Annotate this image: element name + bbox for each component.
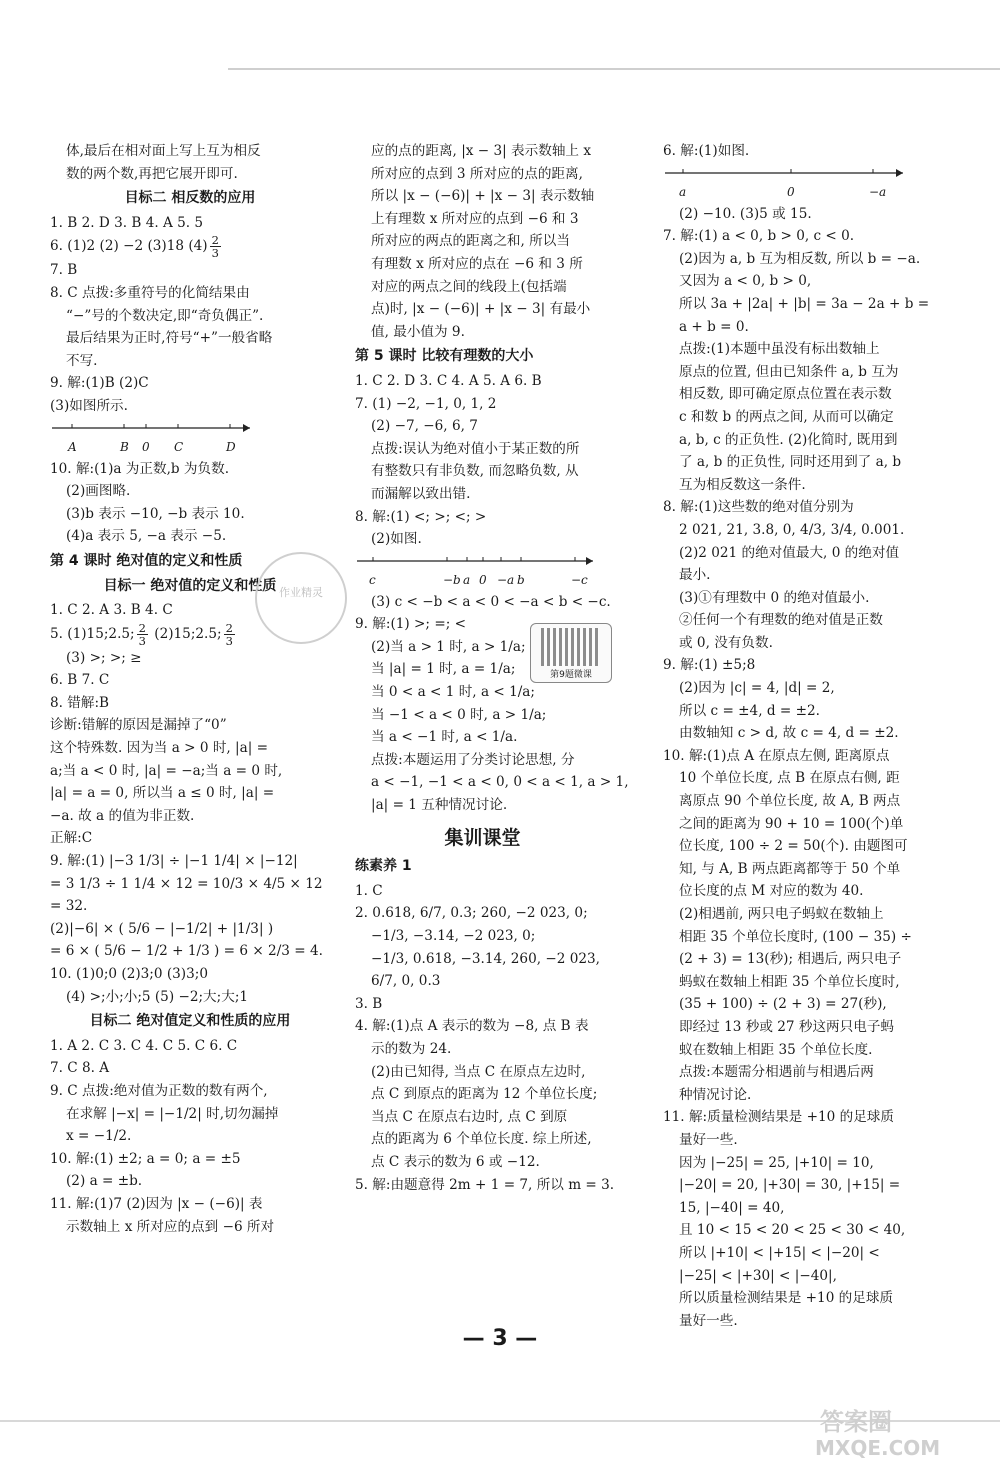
answer-line: 8. 错解:B: [50, 694, 110, 711]
answer-line: (2)当 a > 1 时, a > 1/a;: [371, 638, 526, 655]
axis-arrow: [243, 424, 250, 432]
answer-line: (2)因为 |c| = 4, |d| = 2,: [679, 680, 835, 697]
answer-line: 或 0, 没有负数.: [679, 634, 773, 651]
qr-code-pattern: [541, 628, 599, 666]
answer-line: 诊断:错解的原因是漏掉了“0”: [50, 717, 227, 734]
answer-line: 量好一些.: [679, 1131, 738, 1148]
answer-line: 又因为 a < 0, b > 0,: [679, 273, 812, 290]
answer-line: 4. 解:(1)点 A 表示的数为 −8, 点 B 表: [355, 1018, 589, 1035]
answer-line: a + b = 0.: [679, 318, 749, 335]
answer-line: |−25| < |+30| < |−40|,: [679, 1267, 837, 1284]
answer-line: |a| = 1 五种情况讨论.: [371, 797, 508, 814]
answer-line: (3)①有理数中 0 的绝对值最小.: [679, 589, 870, 606]
answer-line: (3)b 表示 −10, −b 表示 10.: [66, 505, 245, 522]
axis-label: B: [120, 439, 129, 454]
answer-line: 10. 解:(1) ±2; a = 0; a = ±5: [50, 1150, 241, 1167]
answer-line: 所对应的点到 3 所对应的点的距离,: [371, 165, 583, 182]
answer-column-1: [50, 140, 330, 1238]
answer-line: 当点 C 在原点右边时, 点 C 到原: [371, 1108, 568, 1125]
answer-line: 示的数为 24.: [371, 1040, 452, 1057]
answer-line: 正解:C: [50, 830, 93, 847]
answer-line: x = −1/2.: [66, 1128, 132, 1145]
answer-line: 有理数 x 所对应的点在 −6 和 3 所: [371, 255, 583, 272]
answer-line: 点拨:误认为绝对值小于某正数的所: [371, 440, 580, 457]
answer-line: 原点的位置, 但由已知条件 a, b 互为: [679, 363, 899, 380]
answer-line: 体,最后在相对面上写上互为相反: [66, 143, 261, 159]
axis-label: 0: [479, 572, 487, 587]
denominator: 3: [211, 246, 219, 261]
answer-line: 10. 解:(1)a 为正数,b 为负数.: [50, 460, 230, 477]
answer-line: 值, 最小值为 9.: [371, 323, 465, 340]
answer-line: −1/3, −3.14, −2 023, 0;: [371, 928, 536, 944]
section-heading: 目标二 绝对值定义和性质的应用: [89, 1013, 291, 1030]
answer-line: 之间的距离为 90 + 10 = 100(个)单: [679, 815, 904, 832]
answer-line: 6/7, 0, 0.3: [371, 973, 441, 990]
axis-label: −a: [497, 572, 515, 587]
answer-line: (3) c < −b < a < 0 < −a < b < −c.: [371, 593, 611, 610]
numerator: 2: [138, 620, 146, 635]
page-number: — 3 —: [462, 1326, 538, 1351]
axis-label: −c: [571, 572, 588, 587]
answer-line: 9. 解:(1) >; =; <: [355, 616, 467, 633]
axis-label: D: [226, 439, 236, 454]
answer-line: 位长度的点 M 对应的数为 40.: [679, 883, 864, 900]
qr-code[interactable]: [530, 623, 612, 683]
answer-line: 离原点 90 个单位长度, 故 A, B 两点: [679, 793, 901, 810]
answer-line: 当 0 < a < 1 时, a < 1/a;: [371, 684, 535, 701]
answer-line: 10. 解:(1)点 A 在原点左侧, 距离原点: [663, 747, 890, 764]
answer-line: (4) >;小;小;5 (5) −2;大;大;1: [66, 988, 249, 1005]
fraction: [137, 622, 148, 647]
answer-line: 5. 解:由题意得 2m + 1 = 7, 所以 m = 3.: [355, 1176, 615, 1193]
answer-line: (2 + 3) = 13(秒); 相遇后, 两只电子: [679, 951, 902, 968]
answer-line: 最小.: [679, 567, 711, 584]
answer-line: 7. C 8. A: [50, 1060, 110, 1077]
answer-line: (2)由已知得, 当点 C 在原点左边时,: [371, 1063, 586, 1080]
answer-line: 有整数只有非负数, 而忽略负数, 从: [371, 463, 579, 480]
answer-line: 5. (1)15;2.5; $\frac{2}{3}$ (2)15;2.5; $\frac{2}{3}$: [50, 620, 233, 648]
answer-line: 7. 解:(1) a < 0, b > 0, c < 0.: [663, 228, 855, 245]
answer-line: 11. 解:(1)7 (2)因为 |x − (−6)| 表: [50, 1195, 263, 1212]
answer-line: 1. C 2. A 3. B 4. C: [50, 602, 173, 619]
axis-arrow: [896, 169, 903, 177]
section-heading: 第 4 课时 绝对值的定义和性质: [50, 552, 243, 569]
answer-line: (35 + 100) ÷ (2 + 3) = 27(秒),: [679, 996, 887, 1013]
denominator: 3: [225, 633, 233, 648]
answer-line: 10 个单位长度, 点 B 在原点右侧, 距: [679, 770, 900, 787]
answer-line: 位长度, 100 ÷ 2 = 50(个). 由题图可: [679, 838, 908, 855]
answer-line: 因为 |−25| = 25, |+10| = 10,: [679, 1154, 874, 1171]
answer-line: “−”号的个数决定,即“奇负偶正”.: [66, 307, 264, 324]
answer-line: |−20| = 20, |+30| = 30, |+15| =: [679, 1177, 901, 1194]
top-rule: [228, 68, 1000, 70]
answer-line: 在求解 |−x| = |−1/2| 时,切勿漏掉: [66, 1105, 279, 1122]
answer-line: 2 021, 21, 3.8, 0, 4/3, 3/4, 0.001.: [679, 521, 905, 538]
answer-line: 1. C: [355, 882, 383, 899]
answer-line: a, b, c 的正负性. (2)化简时, 既用到: [679, 431, 898, 448]
answer-line: −1/3, 0.618, −3.14, 260, −2 023,: [371, 950, 600, 967]
answer-line: 点拨:(1)本题中虽没有标出数轴上: [679, 341, 880, 358]
answer-line: 最后结果为正时,符号“+”一般省略: [66, 330, 273, 347]
answer-line: 点)时, |x − (−6)| + |x − 3| 有最小: [371, 301, 591, 318]
number-line-axis: [50, 420, 260, 436]
axis-label: 0: [787, 184, 795, 199]
answer-line: ②任何一个有理数的绝对值是正数: [679, 612, 883, 629]
answer-line: 相距 35 个单位长度时, (100 − 35) ÷: [679, 928, 912, 945]
section-heading: 第 5 课时 比较有理数的大小: [355, 348, 534, 365]
answer-line: 9. 解:(1) |−3 1/3| ÷ |−1 1/4| × |−12|: [50, 853, 298, 870]
answer-line: 蚂蚁在数轴上相距 35 个单位长度时,: [679, 973, 900, 990]
answer-line: 8. C 点拨:多重符号的化简结果由: [50, 284, 250, 301]
answer-line: 9. C 点拨:绝对值为正数的数有两个,: [50, 1082, 268, 1099]
answer-line: 所以 c = ±4, d = ±2.: [679, 702, 820, 719]
answer-line: (2)2 021 的绝对值最大, 0 的绝对值: [679, 544, 900, 561]
axis-label: C: [174, 439, 184, 454]
answer-line: 9. 解:(1) ±5;8: [663, 657, 756, 674]
axis-label: c: [369, 572, 376, 587]
answer-line: 上有理数 x 所对应的点到 −6 和 3: [371, 210, 579, 227]
answer-line: 应的点的距离, |x − 3| 表示数轴上 x: [371, 143, 591, 159]
answer-line: (3)如图所示.: [50, 397, 128, 414]
axis-label: −a: [869, 184, 887, 199]
answer-line: = 3 1/3 ÷ 1 1/4 × 12 = 10/3 × 4/5 × 12: [50, 875, 323, 892]
answer-line: 9. 解:(1)B (2)C: [50, 375, 149, 392]
answer-line: 8. 解:(1)这些数的绝对值分别为: [663, 499, 854, 516]
answer-line: (2) −10. (3)5 或 15.: [679, 205, 812, 222]
numerator: 2: [225, 620, 233, 635]
fraction: [210, 234, 221, 259]
answer-line: 点的距离为 6 个单位长度. 综上所述,: [371, 1131, 592, 1148]
watermark-logo: 答案圈: [820, 1408, 892, 1436]
answer-line: (2)相遇前, 两只电子蚂蚁在数轴上: [679, 906, 884, 922]
answer-line: (3) >; >; ≥: [66, 649, 142, 666]
denominator: 3: [138, 633, 146, 648]
answer-line: (2)因为 a, b 互为相反数, 所以 b = −a.: [679, 250, 921, 267]
watermark-url: MXQE.COM: [815, 1436, 941, 1460]
fraction: [224, 622, 235, 647]
axis-label: a: [463, 572, 471, 587]
answer-line: 所以 |x − (−6)| + |x − 3| 表示数轴: [371, 188, 595, 205]
answer-line: (2) a = ±b.: [66, 1173, 143, 1190]
answer-line: (2) −7, −6, 6, 7: [371, 418, 478, 435]
axis-label: 0: [142, 439, 150, 454]
answer-column-3: [663, 140, 948, 1332]
answer-line: 量好一些.: [679, 1312, 738, 1329]
axis-label: A: [68, 439, 77, 454]
answer-line: 蚁在数轴上相距 35 个单位长度.: [679, 1041, 873, 1058]
answer-line: 所对应的两点的距离之和, 所以当: [371, 233, 570, 250]
answer-line: 点拨:本题运用了分类讨论思想, 分: [371, 751, 575, 768]
answer-line: 知, 与 A, B 两点距离都等于 50 个单: [679, 860, 901, 877]
answer-line: 6. B 7. C: [50, 672, 110, 689]
answer-line: 示数轴上 x 所对应的点到 −6 所对: [66, 1218, 275, 1235]
answer-line: c 和数 b 的两点之间, 从而可以确定: [679, 408, 894, 425]
answer-line: 1. B 2. D 3. B 4. A 5. 5: [50, 214, 204, 231]
answer-line: 相反数, 即可确定原点位置在表示数: [679, 386, 892, 403]
answer-line: 而漏解以致出错.: [371, 485, 471, 502]
answer-line: 不写.: [66, 352, 98, 369]
answer-line: 3. B: [355, 995, 383, 1012]
answer-line: 互为相反数这一条件.: [679, 476, 806, 493]
answer-line: 所以 3a + |2a| + |b| = 3a − 2a + b =: [679, 295, 930, 312]
axis-arrow: [586, 557, 593, 565]
answer-line: 对应的两点之间的线段上(包括端: [371, 278, 567, 295]
number-line-axis: [355, 553, 603, 569]
answer-line: 当 a < −1 时, a < 1/a.: [371, 729, 518, 746]
answer-line: 11. 解:质量检测结果是 +10 的足球质: [663, 1109, 894, 1126]
answer-line: 所以 |+10| < |+15| < |−20| <: [679, 1244, 880, 1261]
answer-line: 了 a, b 的正负性, 同时还用到了 a, b: [679, 454, 902, 471]
answer-line: 6. 解:(1)如图.: [663, 143, 750, 159]
answer-line: (4)a 表示 5, −a 表示 −5.: [66, 528, 227, 545]
section-heading: 目标二 相反数的应用: [124, 190, 256, 207]
number-line-axis: [663, 165, 913, 181]
answer-line: 点 C 表示的数为 6 或 −12.: [371, 1153, 540, 1170]
answer-line: 所以质量检测结果是 +10 的足球质: [679, 1290, 894, 1307]
number-line: [663, 165, 948, 201]
section-heading: 目标一 绝对值的定义和性质: [103, 577, 277, 594]
answer-line: 7. (1) −2, −1, 0, 1, 2: [355, 395, 497, 412]
answer-line: 数的两个数,再把它展开即可.: [66, 165, 238, 182]
answer-line: 点拨:本题需分相遇前与相遇后两: [679, 1064, 874, 1081]
answer-line: 10. (1)0;0 (2)3;0 (3)3;0: [50, 966, 208, 982]
answer-line: 1. A 2. C 3. C 4. C 5. C 6. C: [50, 1037, 238, 1054]
answer-line: −a. 故 a 的值为非正数.: [50, 807, 195, 824]
answer-line: 即经过 13 秒或 27 秒这两只电子蚂: [679, 1018, 895, 1035]
answer-line: 8. 解:(1) <; >; <; >: [355, 508, 487, 525]
answer-line: 6. (1)2 (2) −2 (3)18 (4) $\frac{2}{3}$: [50, 233, 219, 261]
answer-line: (2)如图.: [371, 531, 422, 548]
answer-line: 点 C 到原点的距离为 12 个单位长度;: [371, 1086, 598, 1103]
section-heading: 练素养 1: [355, 858, 412, 875]
number-line: [50, 420, 330, 456]
answer-line: a;当 a < 0 时, |a| = −a;当 a = 0 时,: [50, 762, 283, 779]
number-line: [355, 553, 610, 589]
section-title: 集训课堂: [444, 826, 521, 849]
answer-line: 1. C 2. D 3. C 4. A 5. A 6. B: [355, 372, 542, 389]
answer-line: (2)画图略.: [66, 483, 131, 500]
answer-line: 且 10 < 15 < 20 < 25 < 30 < 40,: [679, 1222, 906, 1239]
answer-line: |a| = a = 0, 所以当 a ≤ 0 时, |a| =: [50, 785, 275, 802]
numerator: 2: [211, 233, 219, 248]
qr-caption: 第9题微课: [550, 670, 592, 680]
answer-line: = 6 × ( 5/6 − 1/2 + 1/3 ) = 6 × 2/3 = 4.: [50, 943, 323, 960]
answer-line: (2)|−6| × ( 5/6 − |−1/2| + |1/3| ): [50, 920, 274, 937]
axis-label: a: [679, 184, 687, 199]
answer-line: 由数轴知 c > d, 故 c = 4, d = ±2.: [679, 725, 899, 742]
answer-line: 当 −1 < a < 0 时, a > 1/a;: [371, 706, 547, 723]
answer-line: 这个特殊数. 因为当 a > 0 时, |a| =: [50, 740, 269, 757]
answer-line: 种情况讨论.: [679, 1086, 752, 1103]
answer-line: 当 |a| = 1 时, a = 1/a;: [371, 661, 516, 678]
answer-line: = 32.: [50, 898, 88, 915]
axis-label: −b: [443, 572, 461, 587]
answer-line: a < −1, −1 < a < 0, 0 < a < 1, a > 1,: [371, 774, 629, 791]
axis-label: b: [517, 572, 525, 587]
answer-line: 7. B: [50, 262, 78, 279]
answer-line: 2. 0.618, 6/7, 0.3; 260, −2 023, 0;: [355, 905, 588, 922]
answer-line: 15, |−40| = 40,: [679, 1199, 785, 1216]
homework-stamp: 作业精灵: [255, 552, 347, 644]
